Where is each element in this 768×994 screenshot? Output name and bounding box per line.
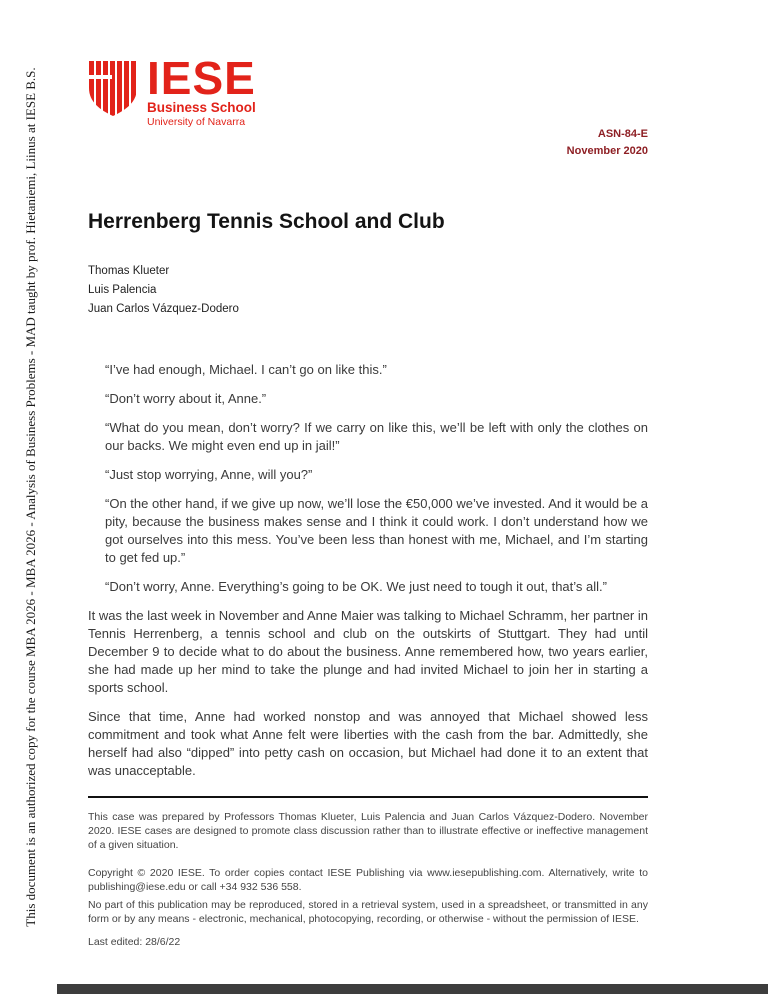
dialogue-paragraph: “What do you mean, don’t worry? If we carry on like this, we’ll be left with only the clothes on our backs. We might even end up in jail!”	[105, 420, 648, 453]
ref-code: ASN-84-E	[597, 128, 648, 140]
author-line: Thomas Klueter	[88, 265, 170, 277]
body-text	[88, 607, 648, 780]
document-reference-block	[567, 126, 648, 160]
iese-shield-icon	[88, 60, 138, 129]
page-title: Herrenberg Tennis School and Club	[88, 210, 445, 233]
footnote-copyright: Copyright © 2020 IESE. To order copies contact IESE Publishing via www.iesepublishing.com. Alternatively, write to publishing@iese.edu or call +34 932 536 558.	[88, 867, 648, 893]
author-line: Luis Palencia	[88, 284, 157, 296]
logo-wordmark: IESE	[147, 52, 256, 104]
author-line: Juan Carlos Vázquez-Dodero	[88, 303, 239, 315]
dialogue-paragraph: “On the other hand, if we give up now, we’ll lose the €50,000 we’ve invested. And it would be a pity, because the business makes sense and I think it could work. I don’t understand how we got ourselves into this mess. You’ve been less than honest with me, Michael, and I’m starting to get fed up.”	[105, 496, 648, 565]
body-paragraph: Since that time, Anne had worked nonstop and was annoyed that Michael showed less commitment and took what Anne felt were liberties with the cash from the bar. Admittedly, she herself had also “dipped” into petty cash on occasion, but Michael had done it to an extent that was unacceptable.	[88, 709, 648, 778]
body-paragraph: It was the last week in November and Anne Maier was talking to Michael Schramm, her partner in Tennis Herrenberg, a tennis school and club on the outskirts of Stuttgart. They had until December 9 to decide what to do about the business. Anne remembered how, two years earlier, she had made up her mind to take the plunge and had invited Michael to join her in starting a sports school.	[88, 608, 648, 695]
footer-divider	[88, 796, 648, 798]
dialogue-paragraph: “Just stop worrying, Anne, will you?”	[105, 467, 313, 482]
dialogue-paragraph: “Don’t worry about it, Anne.”	[105, 391, 267, 406]
dialogue-paragraph: “I’ve had enough, Michael. I can’t go on like this.”	[105, 362, 387, 377]
dialogue-paragraph: “Don’t worry, Anne. Everything’s going to be OK. We just need to tough it out, that’s all.”	[105, 579, 607, 594]
logo-school-line: Business School	[147, 100, 256, 115]
logo-text	[147, 52, 256, 129]
logo-university-line: University of Navarra	[147, 116, 246, 128]
dialogue-block	[105, 361, 648, 596]
footnote-block	[88, 810, 648, 926]
header-row	[88, 52, 648, 157]
page-bottom-bar	[57, 984, 768, 994]
last-edited: Last edited: 28/6/22	[88, 936, 181, 948]
author-list	[88, 262, 648, 319]
ref-date: November 2020	[566, 145, 648, 157]
page-content	[88, 0, 648, 948]
footnote-no-reproduction: No part of this publication may be reproduced, stored in a retrieval system, used in a spreadsheet, or transmitted in any form or by any means - electronic, mechanical, photocopying, recording, or otherwise - without the permission of IESE.	[88, 899, 648, 925]
footnote-prepared-by: This case was prepared by Professors Thomas Klueter, Luis Palencia and Juan Carlos Vázquez-Dodero. November 2020. IESE cases are designed to promote class discussion rather than to illustrate effective or ineffective management of a given situation.	[88, 811, 648, 851]
iese-logo	[88, 52, 256, 129]
sidebar-authorization-notice: This document is an authorized copy for the course MBA 2026 - MBA 2026 - Analysis of Business Problems - MAD taught by prof. Hietaniemi, Liinus at IESE B.S.	[23, 67, 38, 927]
